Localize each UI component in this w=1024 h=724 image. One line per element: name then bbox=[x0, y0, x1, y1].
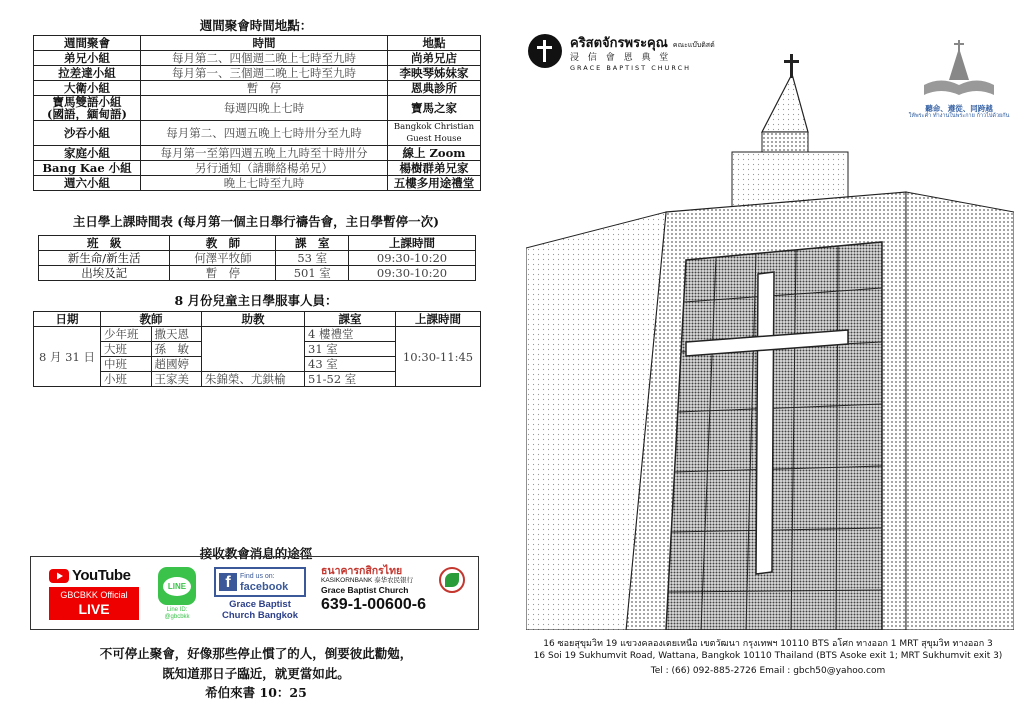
weekly-row bbox=[34, 96, 481, 121]
line-id: @gbcbkk bbox=[164, 614, 190, 620]
weekly-title: 週間聚會時間地點： bbox=[199, 18, 313, 33]
weekly-row bbox=[34, 66, 481, 81]
children-row bbox=[34, 327, 481, 342]
children-body bbox=[34, 327, 481, 387]
weekly-header-time: 時間 bbox=[141, 36, 388, 51]
bank-account-number: 639-1-00600-6 bbox=[321, 596, 426, 613]
weekly-place: 恩典診所 bbox=[388, 81, 481, 96]
facebook-brand: facebook bbox=[240, 581, 289, 593]
facebook-find: Find us on: bbox=[240, 573, 275, 580]
line-icon bbox=[158, 567, 196, 605]
children-teacher: 撒天恩 bbox=[151, 327, 202, 342]
youtube-play-icon bbox=[49, 569, 69, 583]
weekly-header-name: 週間聚會 bbox=[34, 36, 141, 51]
motto-cn: 聽命、遵從、同跨越 bbox=[925, 104, 993, 113]
ss-time: 09:30-10:20 bbox=[349, 266, 476, 281]
weekly-time: 另行通知（請聯絡楊弟兄） bbox=[141, 161, 388, 176]
youtube-channel: GBCBKK Official bbox=[60, 590, 128, 600]
sunday-school-title: 主日學上課時間表 (每月第一個主日舉行禱告會，主日學暫停一次) bbox=[72, 214, 440, 229]
weekly-name: 寶馬雙語小組 (國語，緬甸語) bbox=[34, 96, 141, 121]
church-building-illustration bbox=[526, 52, 1014, 630]
weekly-time: 每週四晚上七時 bbox=[141, 96, 388, 121]
weekly-name: 沙吞小組 bbox=[34, 121, 141, 146]
weekly-time: 每月第一、三個週二晚上七時至九時 bbox=[141, 66, 388, 81]
contact-box bbox=[30, 556, 479, 630]
church-cn-name: 浸 信 會 恩 典 堂 bbox=[570, 53, 672, 63]
contact-tel-email: Tel : (66) 092-885-2726 Email : gbch50@yahoo.com bbox=[650, 666, 886, 676]
children-room: 43 室 bbox=[305, 357, 396, 372]
verse-line1: 不可停止聚會，好像那些停止慣了的人，倒要彼此勸勉， bbox=[99, 646, 413, 661]
weekly-name: 家庭小組 bbox=[34, 146, 141, 161]
weekly-table bbox=[33, 35, 481, 191]
verse-line2: 既知道那日子臨近，就更當如此。 bbox=[162, 666, 350, 681]
weekly-time: 每月第二、四個週二晚上七時至九時 bbox=[141, 51, 388, 66]
ch-header-teacher: 教師 bbox=[101, 312, 202, 327]
weekly-row bbox=[34, 51, 481, 66]
weekly-place: Bangkok Christian Guest House bbox=[388, 121, 481, 146]
bank-leaf-icon bbox=[439, 567, 465, 593]
line-id-label: Line ID: bbox=[166, 607, 188, 613]
ss-header-row bbox=[39, 236, 476, 251]
weekly-row bbox=[34, 161, 481, 176]
children-title: 8 月份兒童主日學服事人員： bbox=[174, 293, 338, 308]
facebook-logo[interactable] bbox=[214, 567, 306, 623]
children-header-row bbox=[34, 312, 481, 327]
line-brand: LINE bbox=[163, 577, 191, 596]
weekly-name: 拉差達小組 bbox=[34, 66, 141, 81]
ss-header-teacher: 教 師 bbox=[170, 236, 276, 251]
ss-class: 出埃及記 bbox=[39, 266, 170, 281]
ch-header-assistant: 助教 bbox=[202, 312, 305, 327]
children-class: 小班 bbox=[101, 372, 152, 387]
children-assistant-empty bbox=[202, 327, 305, 372]
ch-header-room: 課室 bbox=[305, 312, 396, 327]
weekly-time: 晚上七時至九時 bbox=[141, 176, 388, 191]
church-en-name: GRACE BAPTIST CHURCH bbox=[570, 64, 692, 72]
ss-body bbox=[39, 251, 476, 281]
children-room: 31 室 bbox=[305, 342, 396, 357]
weekly-place: 五樓多用途禮堂 bbox=[388, 176, 481, 191]
weekly-place: 線上 Zoom bbox=[388, 146, 481, 161]
ss-header-room: 課 室 bbox=[276, 236, 349, 251]
children-teacher: 趙國婷 bbox=[151, 357, 202, 372]
ch-header-date: 日期 bbox=[34, 312, 101, 327]
weekly-time: 每月第二、四週五晚上七時卅分至九時 bbox=[141, 121, 388, 146]
weekly-name: 週六小組 bbox=[34, 176, 141, 191]
weekly-time: 暫 停 bbox=[141, 81, 388, 96]
children-room: 51-52 室 bbox=[305, 372, 396, 387]
ss-teacher: 何澤平牧師 bbox=[170, 251, 276, 266]
ss-time: 09:30-10:20 bbox=[349, 251, 476, 266]
church-thai-name: คริสตจักรพระคุณ bbox=[570, 36, 668, 51]
sunday-school-table bbox=[38, 235, 476, 281]
weekly-place: 楊樹群弟兄家 bbox=[388, 161, 481, 176]
ss-class: 新生命/新生活 bbox=[39, 251, 170, 266]
bank-logo bbox=[321, 565, 471, 625]
weekly-row bbox=[34, 176, 481, 191]
weekly-name: 弟兄小組 bbox=[34, 51, 141, 66]
weekly-header-place: 地點 bbox=[388, 36, 481, 51]
line-logo[interactable] bbox=[156, 567, 198, 623]
weekly-body bbox=[34, 51, 481, 191]
motto-thai: ให้พระคำ ทำงานในพระกาย ก้าวไปด้วยกัน bbox=[908, 113, 1010, 119]
facebook-name2: Church Bangkok bbox=[221, 610, 298, 621]
weekly-place: 尚弟兄店 bbox=[388, 51, 481, 66]
children-teacher: 王家美 bbox=[151, 372, 202, 387]
children-class: 少年班 bbox=[101, 327, 152, 342]
weekly-header-row bbox=[34, 36, 481, 51]
weekly-name: 大衛小組 bbox=[34, 81, 141, 96]
children-class: 大班 bbox=[101, 342, 152, 357]
children-teacher: 孫 敏 bbox=[151, 342, 202, 357]
children-class: 中班 bbox=[101, 357, 152, 372]
ss-row bbox=[39, 251, 476, 266]
right-page bbox=[512, 0, 1024, 724]
church-thai-sub: คณะแบ๊บติสต์ bbox=[672, 41, 715, 49]
contact-title-text: 接收教會消息的途徑 bbox=[194, 546, 319, 561]
weekly-row bbox=[34, 81, 481, 96]
weekly-name: Bang Kae 小組 bbox=[34, 161, 141, 176]
facebook-name1: Grace Baptist bbox=[229, 599, 291, 610]
ch-header-time: 上課時間 bbox=[396, 312, 481, 327]
weekly-row bbox=[34, 121, 481, 146]
bank-account-name: Grace Baptist Church bbox=[321, 585, 409, 595]
weekly-row bbox=[34, 146, 481, 161]
weekly-place: 李映琴姊妹家 bbox=[388, 66, 481, 81]
address-thai: 16 ซอยสุขุมวิท 19 แขวงคลองเตยเหนือ เขตวัฒนา กรุงเทพฯ 10110 BTS อโศก ทางออก 1 MRT สุขุมวิท ทางออก 3 bbox=[543, 639, 993, 649]
ss-room: 501 室 bbox=[276, 266, 349, 281]
bank-en-name: KASIKORNBANK 泰华农民银行 bbox=[321, 577, 414, 584]
ss-teacher: 暫 停 bbox=[170, 266, 276, 281]
bank-thai-name: ธนาคารกสิกรไทย bbox=[321, 565, 403, 577]
ss-header-class: 班 級 bbox=[39, 236, 170, 251]
weekly-time: 每月第一至第四週五晚上九時至十時卅分 bbox=[141, 146, 388, 161]
children-room: 4 樓禮堂 bbox=[305, 327, 396, 342]
ss-header-time: 上課時間 bbox=[349, 236, 476, 251]
ss-room: 53 室 bbox=[276, 251, 349, 266]
youtube-live: LIVE bbox=[78, 601, 110, 617]
youtube-brand: YouTube bbox=[72, 567, 131, 584]
children-date: 8 月 31 日 bbox=[34, 327, 101, 387]
children-assistant: 朱錦榮、尤鉷榆 bbox=[202, 372, 305, 387]
youtube-logo[interactable] bbox=[49, 567, 139, 621]
verse-ref: 希伯來書 10：25 bbox=[205, 685, 307, 700]
facebook-f-icon: f bbox=[219, 573, 237, 591]
ss-row bbox=[39, 266, 476, 281]
children-time: 10:30-11:45 bbox=[396, 327, 481, 387]
children-table bbox=[33, 311, 481, 387]
weekly-place: 寶馬之家 bbox=[388, 96, 481, 121]
address-en: 16 Soi 19 Sukhumvit Road, Wattana, Bangkok 10110 Thailand (BTS Asoke exit 1; MRT Sukhumvit exit 3) bbox=[533, 651, 1003, 661]
